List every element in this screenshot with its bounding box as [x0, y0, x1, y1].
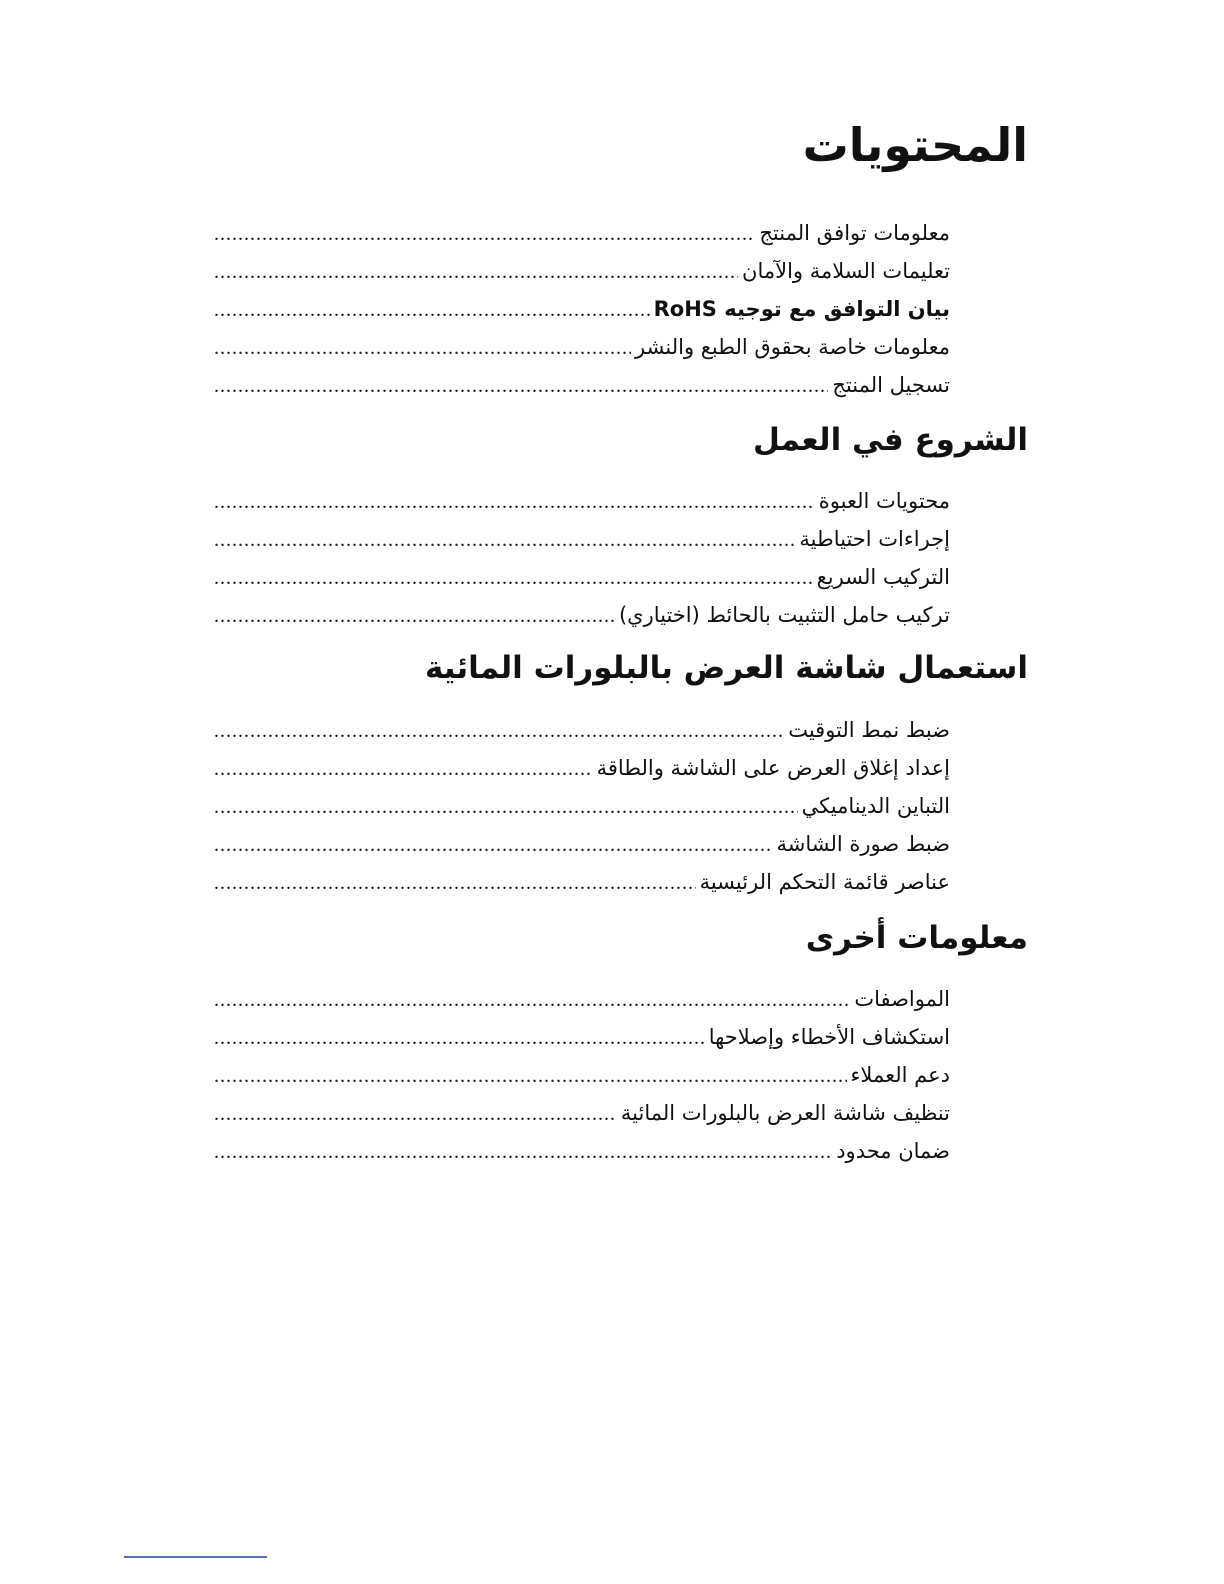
dot-leader — [214, 835, 773, 855]
section-heading-other-info: معلومات أخرى — [805, 920, 1028, 956]
toc-entry[interactable] — [214, 550, 950, 588]
dot-leader — [214, 1142, 832, 1162]
toc-entry-label: عناصر قائمة التحكم الرئيسية — [699, 870, 950, 894]
dot-leader — [214, 530, 795, 550]
toc-entry[interactable] — [214, 206, 950, 244]
toc-entry[interactable] — [214, 1048, 950, 1086]
toc-entry[interactable] — [214, 703, 950, 741]
toc-entry[interactable] — [214, 741, 950, 779]
toc-entry-label: استكشاف الأخطاء وإصلاحها — [708, 1025, 950, 1049]
dot-leader — [214, 338, 631, 358]
toc-entry[interactable] — [214, 358, 950, 396]
dot-leader — [214, 797, 798, 817]
toc-entry[interactable] — [214, 855, 950, 893]
toc-entry-label: تركيب حامل التثبيت بالحائط (اختياري) — [618, 603, 950, 627]
dot-leader — [214, 376, 828, 396]
toc-entry-label: معلومات توافق المنتج — [759, 221, 950, 245]
toc-entry-label: ضبط نمط التوقيت — [788, 718, 950, 742]
toc-entry-label: إجراءات احتياطية — [799, 527, 950, 551]
toc-entry-label: التركيب السريع — [816, 565, 950, 589]
toc-entry-label: محتويات العبوة — [818, 489, 950, 513]
dot-leader — [214, 300, 650, 320]
toc-entry-label: تعليمات السلامة والآمان — [742, 259, 950, 283]
toc-section-getting-started — [214, 474, 950, 626]
toc-entry-label: ضمان محدود — [836, 1139, 950, 1163]
toc-entry-label: إعداد إغلاق العرض على الشاشة والطاقة — [596, 756, 950, 780]
toc-entry-label: بيان التوافق مع توجيه RoHS — [653, 297, 950, 321]
toc-entry[interactable] — [214, 512, 950, 550]
dot-leader — [214, 990, 850, 1010]
toc-entry[interactable] — [214, 244, 950, 282]
section-heading-using-lcd: استعمال شاشة العرض بالبلورات المائية — [425, 650, 1028, 686]
dot-leader — [214, 262, 738, 282]
toc-entry-label: التباين الديناميكي — [801, 794, 950, 818]
toc-entry[interactable] — [214, 1124, 950, 1162]
toc-entry[interactable] — [214, 282, 950, 320]
toc-entry-label: تنظيف شاشة العرض بالبلورات المائية — [620, 1101, 950, 1125]
dot-leader — [214, 873, 696, 893]
toc-entry[interactable] — [214, 1086, 950, 1124]
page-title: المحتويات — [802, 118, 1028, 172]
footnote-separator-line — [124, 1556, 267, 1558]
dot-leader — [214, 759, 593, 779]
dot-leader — [214, 606, 615, 626]
dot-leader — [214, 721, 784, 741]
toc-entry-label: دعم العملاء — [850, 1063, 950, 1087]
toc-section-product-info — [214, 206, 950, 396]
toc-entry-label: ضبط صورة الشاشة — [776, 832, 950, 856]
toc-entry-label: معلومات خاصة بحقوق الطبع والنشر — [635, 335, 950, 359]
toc-entry[interactable] — [214, 817, 950, 855]
toc-section-other-info — [214, 972, 950, 1162]
toc-entry[interactable] — [214, 779, 950, 817]
toc-entry[interactable] — [214, 1010, 950, 1048]
toc-entry-label: المواصفات — [854, 987, 950, 1011]
toc-entry[interactable] — [214, 474, 950, 512]
dot-leader — [214, 1028, 705, 1048]
dot-leader — [214, 224, 755, 244]
toc-entry[interactable] — [214, 588, 950, 626]
dot-leader — [214, 1104, 617, 1124]
toc-entry[interactable] — [214, 972, 950, 1010]
toc-entry-label: تسجيل المنتج — [832, 373, 950, 397]
toc-section-using-lcd — [214, 703, 950, 893]
dot-leader — [214, 1066, 847, 1086]
toc-entry[interactable] — [214, 320, 950, 358]
section-heading-getting-started: الشروع في العمل — [752, 422, 1028, 458]
dot-leader — [214, 492, 815, 512]
dot-leader — [214, 568, 813, 588]
